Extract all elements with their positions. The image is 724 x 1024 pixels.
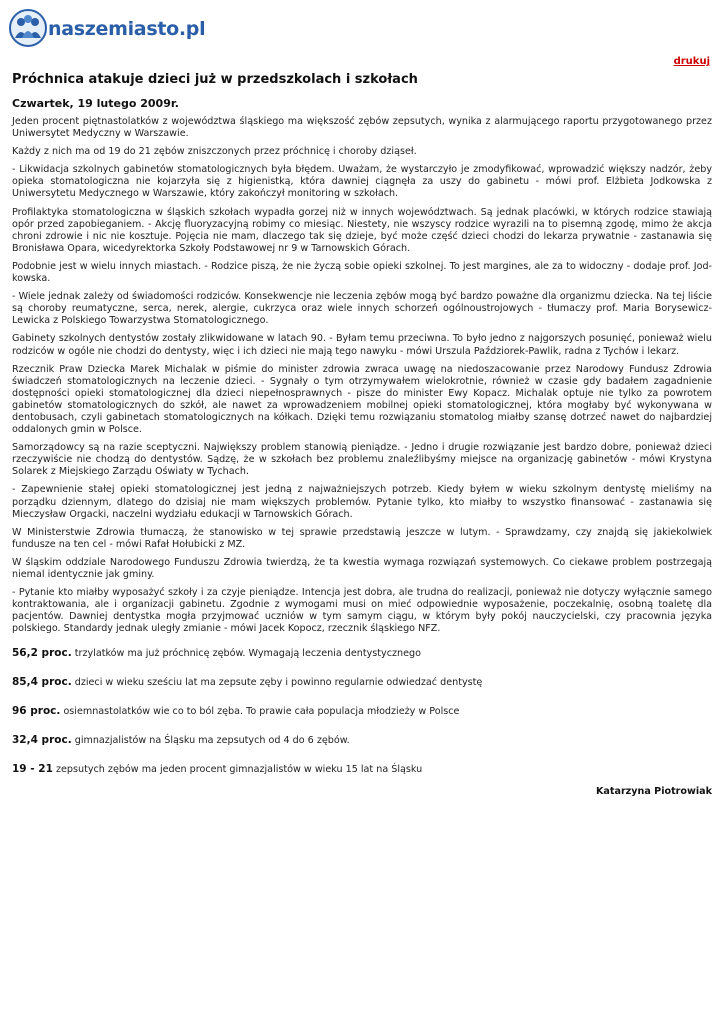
- paragraph: Profilaktyka stomatologiczna w śląskich szkołach wypadła gorzej niż w innych województwach. Są jednak placówki, w których rodzice stawiają opór przed zapobieganiem. - Akcję fluoryzacyjną robimy co miesiąc. Niestety, nie wszyscy rodzice wyrazili na to pisemną zgodę, mimo że akcja chroni zdrowie i nic nie kosztuje. Pojęcia nie mam, dlaczego tak się dzieje, być może część dzieci chodzi do lekarza prywatnie - zastanawia się Bronisława Opara, wicedyrektorka Szkoły Podstawowej nr 9 w Tarnowskich Górach.: [12, 206, 712, 254]
- stat-text: dzieci w wieku sześciu lat ma zepsute zęby i powinno regularnie odwiedzać dentystę: [71, 677, 483, 689]
- paragraph: - Pytanie kto miałby wyposażyć szkoły i za czyje pieniądze. Intencja jest dobra, ale trudna do realizacji, ponieważ nie dotyczy wyłącznie samego kontraktowania, ale i organizacji gabinetu. Zgodnie z wymogami musi on mieć odpowiednie wyposażenie, poczekalnię, osobną toaletę dla pacjentów. Dawniej dentystka mogła przyjmować uczniów w tym samym ciągu, w którym były pokój nauczycielski, czy pracownia języka polskiego. Standardy jednak uległy zmianie - mówi Jacek Kopocz, rzecznik śląskiego NFZ.: [12, 587, 712, 635]
- paragraph: W Ministerstwie Zdrowia tłumaczą, że stanowisko w tej sprawie przedstawią jeszcze w lutym. - Sprawdzamy, czy znajdą się jakiekolwiek fundusze na ten cel - mówi Rafał Hołubicki z MZ.: [12, 526, 712, 550]
- site-logo[interactable]: [8, 6, 205, 50]
- logo-text: naszemiasto.pl: [48, 18, 206, 40]
- paragraph: W śląskim oddziale Narodowego Funduszu Zdrowia twierdzą, że ta kwestia wymaga rozwiązań systemowych. Co ciekawe problem postrzegają niemal identycznie jak gminy.: [12, 556, 712, 580]
- paragraph: Jeden procent piętnastolatków z województwa śląskiego ma większość zębów zepsutych, wynika z alarmującego raportu przygotowanego przez Uniwersytet Medyczny w Warszawie.: [12, 116, 712, 140]
- article-date: Czwartek, 19 lutego 2009r.: [12, 97, 179, 110]
- paragraph: Podobnie jest w wielu innych miastach. - Rodzice piszą, że nie życzą sobie opieki szkolnej. To jest margines, ale za to widoczny - dodaje prof. Jod-kowska.: [12, 260, 712, 285]
- article-title: Próchnica atakuje dzieci już w przedszkolach i szkołach: [12, 72, 418, 87]
- paragraph: - Wiele jednak zależy od świadomości rodziców. Konsekwencje nie leczenia zębów mogą być bardzo poważne dla organizmu dziecka. Na tej liście są choroby reumatyczne, serca, nerek, alergie, cukrzyca oraz wiele innych schorzeń ogólnoustrojowych - tłumaczy prof. Maria Borysewicz-Lewicka z Polskiego Towarzystwa Stomatologicznego.: [12, 291, 712, 327]
- stat-text: trzylatków ma już próchnicę zębów. Wymagają leczenia dentystycznego: [71, 648, 421, 660]
- paragraph: - Zapewnienie stałej opieki stomatologicznej jest jedną z najważniejszych potrzeb. Kiedy byłem w wieku szkolnym dentystę mieliśmy na porządku dziennym, dlatego do dzisiaj nie mam większych problemów. Pytanie tylko, kto miałby to wszystko finansować - zastanawia się Mieczysław Orgacki, naczelni wydziału edukacji w Tarnowskich Górach.: [12, 484, 712, 520]
- stat-item: [12, 647, 712, 659]
- stat-text: zepsutych zębów ma jeden procent gimnazjalistów w wieku 15 lat na Śląsku: [52, 764, 423, 776]
- stat-value: 32,4 proc.: [12, 734, 72, 747]
- paragraph: Gabinety szkolnych dentystów zostały zlikwidowane w latach 90. - Byłam temu przeciwna. To było jedno z najgorszych posunięć, ponieważ wielu rodziców w ogóle nie chodzi do dentysty, więc i ich dzieci nie mają tego nawyku - mówi Urszula Paździorek-Pawlik, radna z Tychów i lekarz.: [12, 333, 712, 357]
- article: [12, 72, 712, 797]
- statistics-list: [12, 647, 712, 775]
- paragraph: Samorządowcy są na razie sceptyczni. Największy problem stanowią pieniądze. - Jedno i drugie rozwiązanie jest bardzo dobre, ponieważ dzieci rzeczywiście nie chodzą do dentystów. Sądzę, że w szkołach bez problemu znaleźlibyśmy miejsce na organizację gabinetów - mówi Krystyna Solarek z Miejskiego Zarządu Oświaty w Tychach.: [12, 442, 712, 478]
- paragraph: - Likwidacja szkolnych gabinetów stomatologicznych była błędem. Uważam, że wystarczyło je zmodyfikować, wprowadzić większy nadzór, żeby opieka stomatologiczna nie kojarzyła się z higienistką, która dawniej ciągnęła za uszy do gabinetu - mówi prof. Elżbieta Jodkowska z Uniwersytetu Medycznego w Warszawie, który zakończył monitoring w szkołach.: [12, 164, 712, 200]
- stat-value: 96 proc.: [12, 705, 61, 718]
- print-link[interactable]: drukuj: [673, 56, 710, 67]
- stat-item: [12, 705, 712, 717]
- stat-item: [12, 734, 712, 746]
- stat-value: 56,2 proc.: [12, 647, 72, 660]
- stat-value: 19 - 21: [12, 763, 53, 776]
- stat-text: osiemnastolatków wie co to ból zęba. To prawie cała populacja młodzieży w Polsce: [60, 706, 460, 718]
- stat-item: [12, 676, 712, 688]
- stat-item: [12, 763, 712, 775]
- article-author: Katarzyna Piotrowiak: [595, 786, 712, 798]
- paragraph: Rzecznik Praw Dziecka Marek Michalak w piśmie do minister zdrowia zwraca uwagę na niedoszacowanie przez Narodowy Fundusz Zdrowia świadczeń stomatologicznych na leczenie dzieci. - Sygnały o tym otrzymywałem wielokrotnie, również w czasie gdy badałem zagadnienie dostępności opieki stomatologicznej dla dzieci niepełnosprawnych - pisze do minister Ewy Kopacz. Michalak optuje nie tylko za powrotem gabinetów stomatologicznych do szkół, ale nawet za wprowadzeniem mobilnej opieki stomatologicznej, która mogłaby być wykonywana w dentobusach, czyli gabinetach stomatologicznych na kółkach. Dzięki temu rozwiązaniu stomatolog miałby szansę dotrzeć nawet do najbardziej oddalonych gmin w Polsce.: [12, 363, 712, 436]
- stat-value: 85,4 proc.: [12, 676, 72, 689]
- people-logo-icon: [8, 8, 48, 48]
- paragraph: Każdy z nich ma od 19 do 21 zębów zniszczonych przez próchnicę i choroby dziąseł.: [12, 146, 417, 158]
- stat-text: gimnazjalistów na Śląsku ma zepsutych od 4 do 6 zębów.: [71, 735, 350, 747]
